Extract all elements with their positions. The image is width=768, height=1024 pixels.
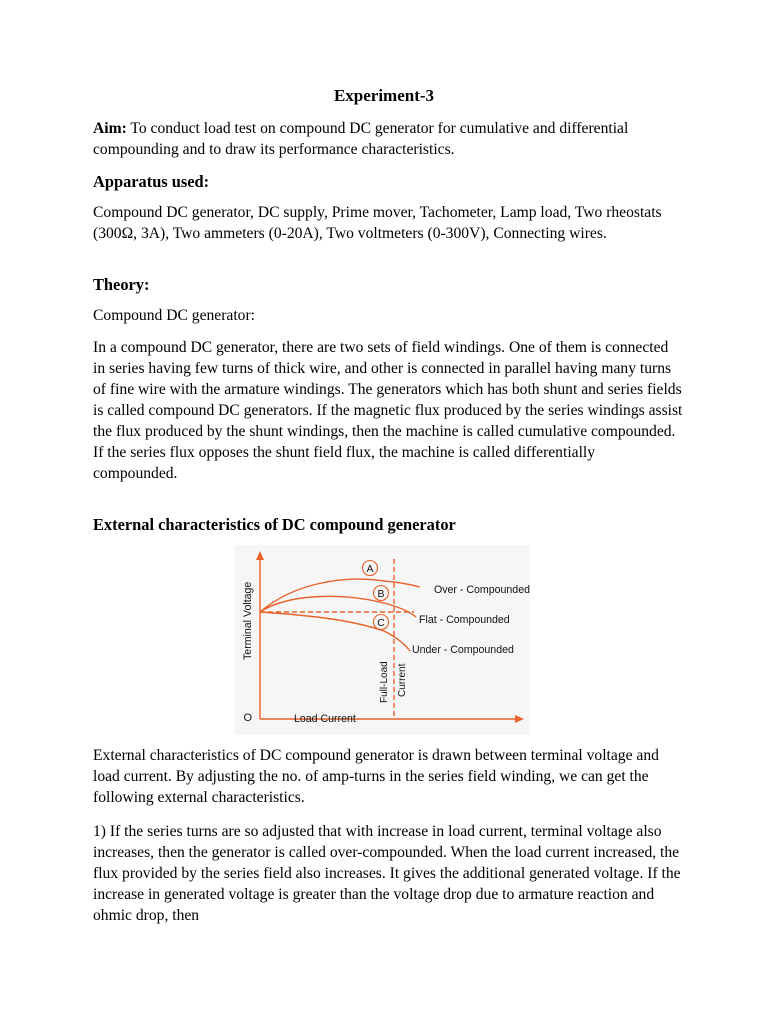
origin-label: O: [243, 712, 252, 724]
characteristics-diagram: [234, 545, 530, 735]
x-axis-label: Load Current: [294, 713, 356, 725]
apparatus-heading: Apparatus used:: [93, 172, 210, 191]
theory-heading: Theory:: [93, 275, 150, 294]
label-flat-compounded: Flat - Compounded: [419, 614, 510, 626]
y-axis-arrow: [256, 551, 264, 560]
label-under-compounded: Under - Compounded: [412, 644, 514, 656]
external-paragraph-1: External characteristics of DC compound generator is drawn between terminal voltage and load current. By adjusting the no. of amp-turns in the series field winding, we can get the following external characteristics.: [93, 747, 659, 806]
y-axis-label: Terminal Voltage: [242, 581, 254, 660]
apparatus-text: Compound DC generator, DC supply, Prime mover, Tachometer, Lamp load, Two rheostats (300Ω, 3A), Two ammeters (0-20A), Two voltmeters (0-300V), Connecting wires.: [93, 204, 662, 242]
aim-paragraph: [93, 118, 683, 160]
external-heading: External characteristics of DC compound generator: [93, 515, 456, 534]
external-paragraph-2: 1) If the series turns are so adjusted that with increase in load current, terminal voltage also increases, then the generator is called over-compounded. When the load current increased, the flux provided by the series field also increases. It gives the additional generated voltage. If the increase in generated voltage is greater than the voltage drop due to armature reaction and ohmic drop, then: [93, 823, 681, 924]
characteristics-figure: [234, 545, 530, 735]
theory-subheading: Compound DC generator:: [93, 307, 255, 324]
full-load-label-2: Current: [397, 663, 408, 697]
marker-c-text: C: [377, 617, 385, 629]
x-axis-arrow: [515, 715, 524, 723]
aim-label: Aim:: [93, 120, 127, 137]
theory-paragraph: In a compound DC generator, there are two sets of field windings. One of them is connected in series having few turns of thick wire, and other is connected in parallel having many turns of fine wire with the armature windings. The generators which has both shunt and series fields is called compound DC generators. If the magnetic flux produced by the series windings assist the flux produced by the shunt windings, then the machine is called cumulative compounded. If the series flux opposes the shunt field flux, the machine is called differentially compounded.: [93, 339, 683, 482]
full-load-label-1: Full-Load: [379, 661, 390, 703]
marker-a-text: A: [366, 563, 374, 575]
marker-b-text: B: [377, 588, 385, 600]
aim-text: To conduct load test on compound DC generator for cumulative and differential compounding and to draw its performance characteristics.: [93, 120, 629, 158]
label-over-compounded: Over - Compounded: [434, 584, 530, 596]
page-title: Experiment-3: [333, 86, 435, 105]
